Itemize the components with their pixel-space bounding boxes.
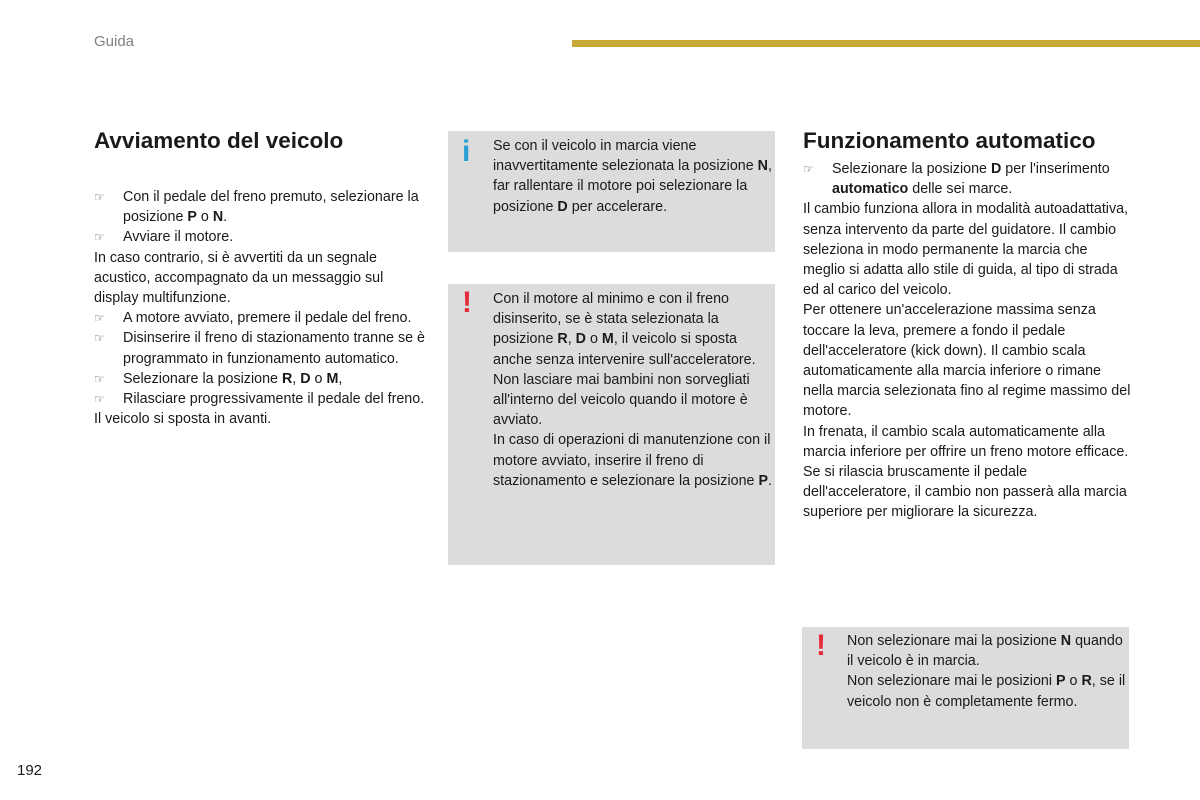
text-run: o [310,370,327,387]
paragraph [803,300,1133,421]
text-run: Il cambio funziona allora in modalità autoadattativa, senza intervento da parte del guidatore. Il cambio seleziona in modo permanente la marcia che meglio si adatta allo stile di guida, al tipo di strada ed al carico del veicolo. [803,201,1129,299]
section-title-funzionamento: Funzionamento automatico [803,128,1096,153]
bold-text: M [601,331,614,348]
left-column [94,128,426,429]
bullet-item [94,328,426,368]
text-run: quando il veicolo è in marcia. [847,633,1123,670]
bold-text: R [281,370,293,387]
text-run: , far rallentare il motore poi selezionare la posizione [493,158,772,215]
bold-text: D [575,331,586,348]
paragraph [493,136,773,217]
text-run: Non lasciare mai bambini non sorvegliati all'interno del veicolo quando il motore è avviato. [493,371,750,429]
right-column-body [803,159,1133,523]
bold-text: N [1060,633,1072,649]
pointing-hand-icon: ☞ [94,311,105,326]
text-run: In caso di operazioni di manutenzione con il motore avviato, inserire il freno di stazionamento e selezionare la posizione [493,432,771,489]
text-run: , se il veicolo non è completamente fermo. [847,673,1126,710]
text-run: Selezionare la posizione [832,161,991,177]
paragraph [803,462,1133,523]
header-accent-bar [572,40,1200,47]
text-run: Non selezionare mai le posizioni [847,673,1057,690]
text-run: , [338,370,343,387]
bullet-item [94,389,426,409]
text-run: . [768,472,772,489]
text-run: o [586,331,602,348]
warning-box-right [802,627,1129,749]
text-run: Per ottenere un'accelerazione massima senza toccare la leva, premere a fondo il pedale dell'acceleratore (kick down). Il cambio scala automaticamente alla marcia inferiore o rimane nella marcia selezionata fino al regime massimo del motore. [803,302,1131,420]
warning-box-middle [448,284,775,565]
text-run: Disinserire il freno di stazionamento tranne se è programmato in funzionamento automatico. [123,330,425,367]
bullet-item [803,159,1133,199]
info-box [448,131,775,252]
text-run: per l'inserimento [1001,161,1110,177]
paragraph [493,370,773,431]
text-run: delle sei marce. [908,181,1013,198]
bold-text: D [557,198,568,215]
paragraph [803,422,1133,462]
text-run: Con il pedale del freno premuto, selezionare la posizione [123,189,419,226]
warning-icon: ! [462,286,472,319]
paragraph [803,199,1133,300]
bold-text: P [758,472,768,489]
text-run: In frenata, il cambio scala automaticamente alla marcia inferiore per offrire un freno motore efficace. [803,423,1129,460]
text-run: per accelerare. [567,198,668,215]
text-run: Con il motore al minimo e con il freno disinserito, se è stata selezionata la posizione [493,291,729,348]
bold-text: D [300,370,311,387]
text-run: Avviare il motore. [123,229,234,246]
bullet-item [94,369,426,389]
info-box-text [493,136,773,217]
bold-text: R [557,331,568,348]
text-run: . [223,209,228,226]
text-run: Non selezionare mai la posizione [847,633,1061,649]
section-label: Guida [94,33,135,50]
text-run: o [196,209,213,226]
bold-text: D [990,161,1002,177]
text-run: Il veicolo si sposta in avanti. [94,411,272,428]
text-run: A motore avviato, premere il pedale del freno. [123,310,412,327]
text-run: o [1065,673,1082,690]
paragraph [493,430,773,491]
page-number: 192 [17,762,43,779]
paragraph [847,631,1127,671]
bullet-item [94,187,426,227]
pointing-hand-icon: ☞ [803,162,814,176]
left-column-body [94,187,426,429]
text-run: , [567,331,576,348]
bold-text: P [1056,673,1066,690]
pointing-hand-icon: ☞ [94,230,105,245]
bold-text: M [326,370,339,387]
text-run: In caso contrario, si è avvertiti da un segnale acustico, accompagnato da un messaggio sul display multifunzione. [94,249,384,307]
paragraph [847,671,1127,711]
warning-box-text [847,631,1127,712]
paragraph [94,248,426,309]
text-run: , il veicolo si sposta anche senza intervenire sull'acceleratore. [493,331,756,368]
bold-text: automatico [832,181,909,198]
warning-box-text [493,289,773,491]
text-run: Se con il veicolo in marcia viene inavvertitamente selezionata la posizione [493,138,758,175]
bold-text: P [187,209,197,226]
bullet-item [94,308,426,328]
right-column [803,128,1133,523]
pointing-hand-icon: ☞ [94,392,105,407]
pointing-hand-icon: ☞ [94,371,105,386]
bold-text: R [1081,673,1092,690]
bold-text: N [212,209,224,226]
warning-icon: ! [816,629,826,662]
text-run: Rilasciare progressivamente il pedale del freno. [123,391,425,408]
text-run: , [292,370,301,387]
paragraph [493,289,773,370]
bold-text: N [757,158,768,175]
pointing-hand-icon: ☞ [94,331,105,346]
pointing-hand-icon: ☞ [94,190,105,204]
info-icon: i [462,135,471,168]
text-run: Se si rilascia bruscamente il pedale dell'acceleratore, il cambio non passerà alla marcia superiore per migliorare la sicurezza. [803,464,1127,521]
text-run: Selezionare la posizione [123,370,282,387]
paragraph [94,409,426,429]
section-title-avviamento: Avviamento del veicolo [94,128,344,153]
bullet-item [94,227,426,247]
